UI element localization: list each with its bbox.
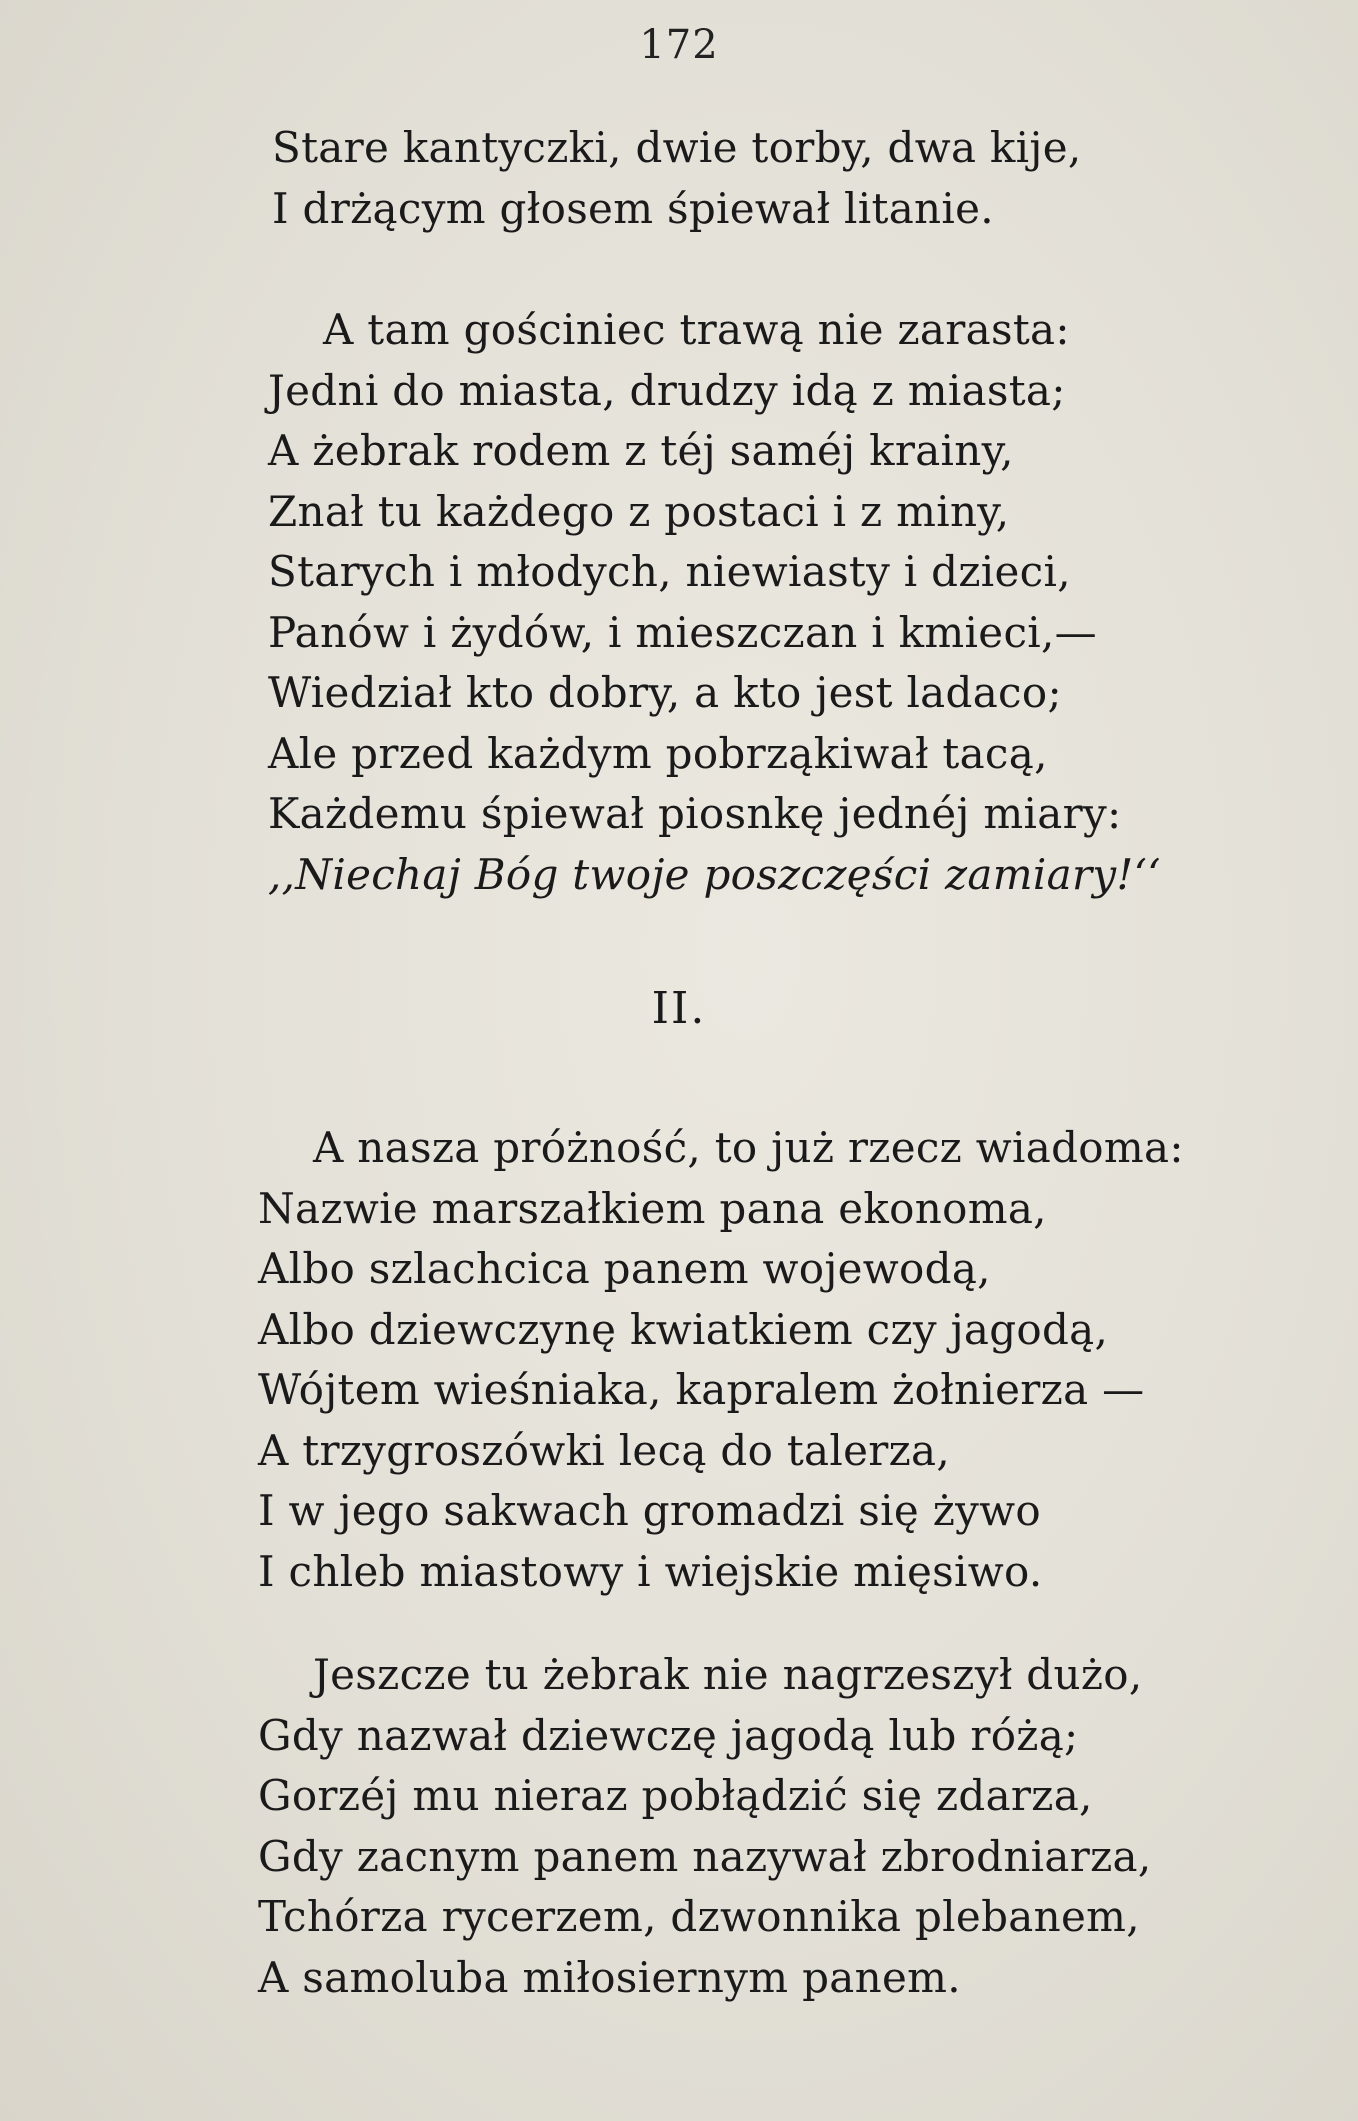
verse-line: Gdy zacnym panem nazywał zbrodniarza, xyxy=(258,1831,1152,1881)
section-heading: II. xyxy=(651,983,707,1034)
verse-line: Stare kantyczki, dwie torby, dwa kije, xyxy=(272,123,1082,172)
verse-line: Każdemu śpiewał piosnkę jednéj miary: xyxy=(268,789,1122,838)
verse-line: Gdy nazwał dziewczę jagodą lub różą; xyxy=(258,1710,1079,1760)
verse-line: Starych i młodych, niewiasty i dzieci, xyxy=(268,547,1071,596)
verse-line: Ale przed każdym pobrząkiwał tacą, xyxy=(268,728,1048,778)
verse-line: Znał tu każdego z postaci i z miny, xyxy=(268,486,1010,536)
verse-line: I w jego sakwach gromadzi się żywo xyxy=(258,1486,1041,1535)
stanza-3 xyxy=(258,1118,1184,1602)
verse-line: I drżącym głosem śpiewał litanie. xyxy=(272,183,994,233)
verse-line: Jeszcze tu żebrak nie nagrzeszył dużo, xyxy=(313,1650,1143,1699)
verse-line: Tchórza rycerzem, dzwonnika plebanem, xyxy=(258,1892,1140,1941)
stanza-2 xyxy=(268,300,1161,905)
page-number: 172 xyxy=(639,22,719,68)
stanza-1 xyxy=(272,118,1082,239)
verse-line: Albo szlachcica panem wojewodą, xyxy=(258,1244,991,1293)
verse-line: Panów i żydów, i mieszczan i kmieci,— xyxy=(268,607,1097,657)
verse-line: A nasza próżność, to już rzecz wiadoma: xyxy=(313,1123,1184,1172)
verse-line: A tam gościniec trawą nie zarasta: xyxy=(323,305,1070,354)
verse-line-quote: ,,Niechaj Bóg twoje poszczęści zamiary!‘‘ xyxy=(268,849,1161,899)
verse-line: A trzygroszówki lecą do talerza, xyxy=(258,1425,951,1475)
verse-line: Albo dziewczynę kwiatkiem czy jagodą, xyxy=(258,1304,1109,1354)
verse-line: A żebrak rodem z téj saméj krainy, xyxy=(268,426,1014,475)
verse-line: Wiedział kto dobry, a kto jest ladaco; xyxy=(268,668,1062,717)
verse-line: Wójtem wieśniaka, kapralem żołnierza — xyxy=(258,1365,1145,1414)
verse-line: I chleb miastowy i wiejskie mięsiwo. xyxy=(258,1546,1043,1596)
verse-line: Jedni do miasta, drudzy idą z miasta; xyxy=(268,365,1066,415)
verse-line: Nazwie marszałkiem pana ekonoma, xyxy=(258,1183,1047,1233)
stanza-4 xyxy=(258,1645,1152,2008)
verse-line: Gorzéj mu nieraz pobłądzić się zdarza, xyxy=(258,1771,1093,1820)
verse-line: A samoluba miłosiernym panem. xyxy=(258,1952,961,2002)
